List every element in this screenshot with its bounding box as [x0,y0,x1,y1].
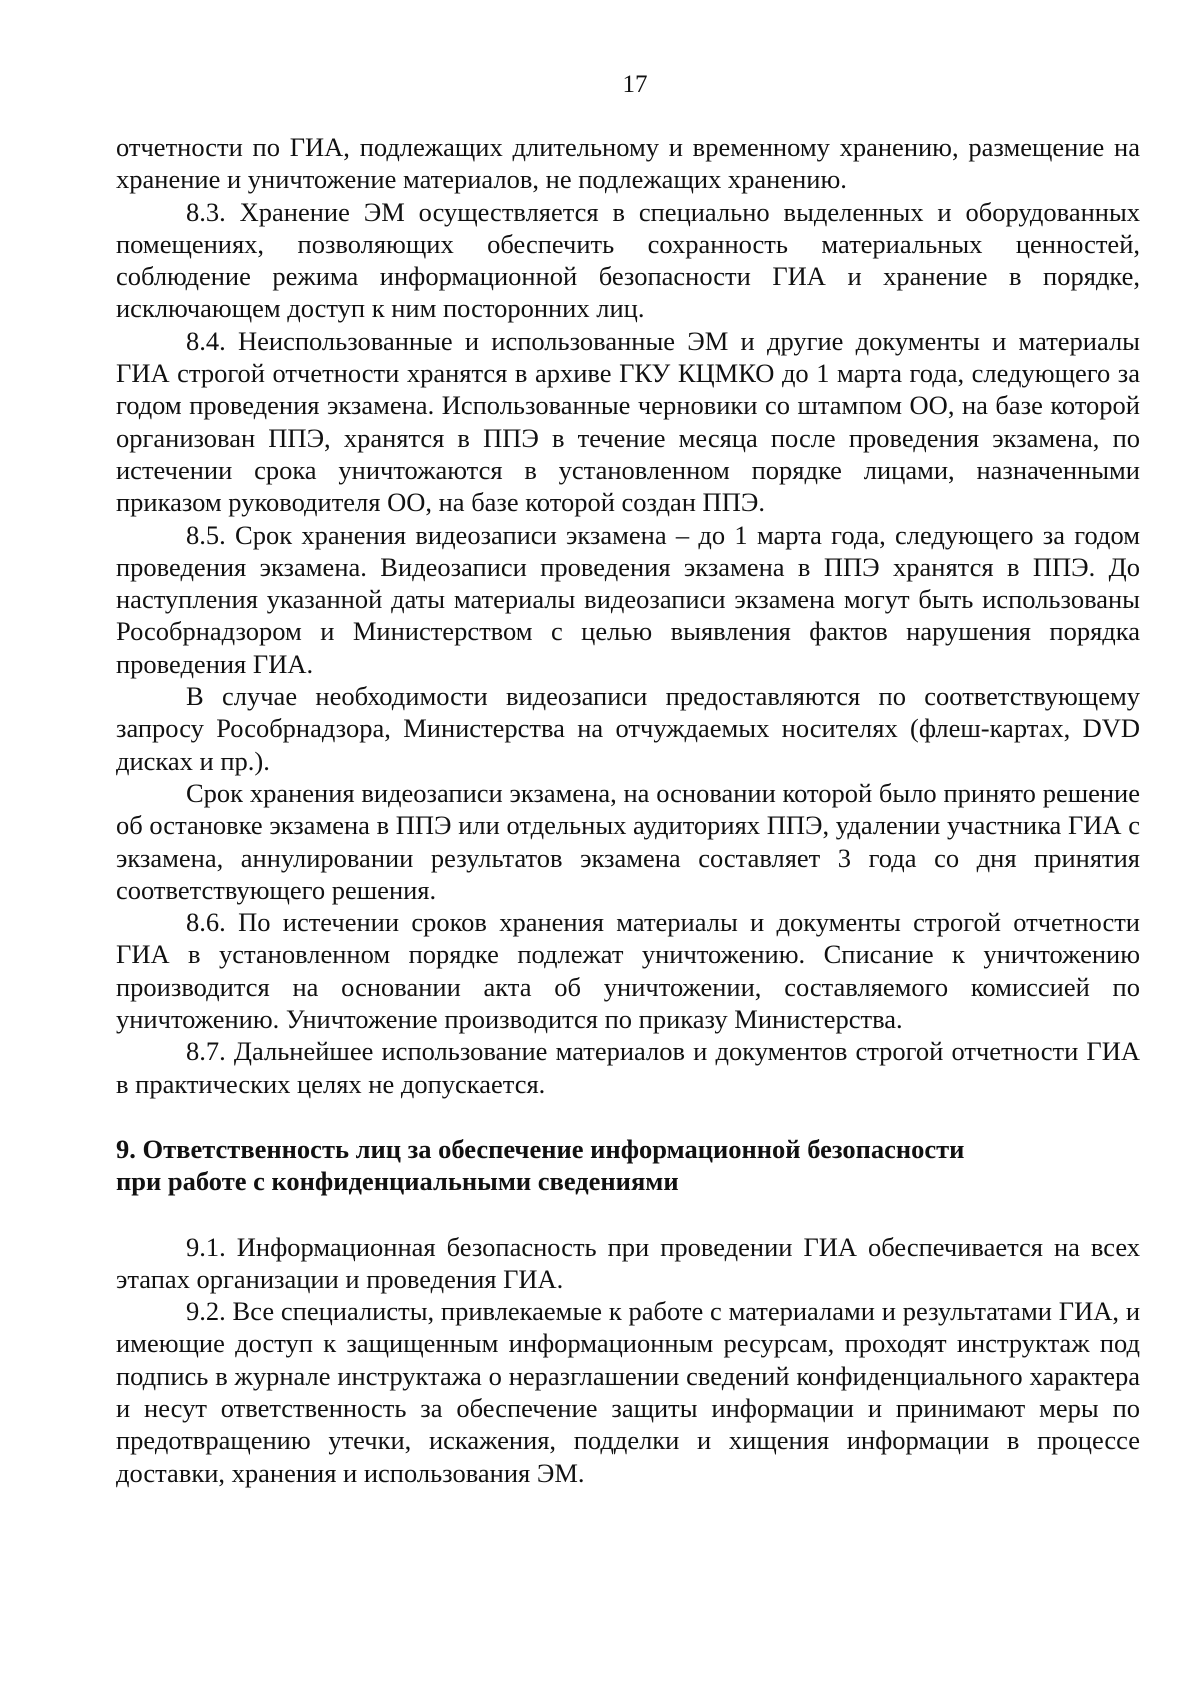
paragraph-9-1: 9.1. Информационная безопасность при проведении ГИА обеспечивается на всех этапах организации и проведения ГИА. [116,1231,1140,1294]
paragraph-video-retention: Срок хранения видеозаписи экзамена, на основании которой было принято решение об остановке экзамена в ППЭ или отдельных аудиториях ППЭ, удалении участника ГИА с экзамена, аннулировании результатов экзамена составляет 3 года со дня принятия соответствующего решения. [116,777,1140,905]
document-body [116,131,1140,1489]
paragraph-8-5: 8.5. Срок хранения видеозаписи экзамена – до 1 марта года, следующего за годом проведения экзамена. Видеозаписи проведения экзамена в ППЭ хранятся в ППЭ. До наступления указанной даты материалы видеозаписи экзамена могут быть использованы Рособрнадзором и Министерством с целью выявления фактов нарушения порядка проведения ГИА. [116,519,1140,679]
paragraph-8-4: 8.4. Неиспользованные и использованные ЭМ и другие документы и материалы ГИА строгой отчетности хранятся в архиве ГКУ КЦМКО до 1 марта года, следующего за годом проведения экзамена. Использованные черновики со штампом ОО, на базе которой организован ППЭ, хранятся в ППЭ в течение месяца после проведения экзамена, по истечении срока уничтожаются в установленном порядке лицами, назначенными приказом руководителя ОО, на базе которой создан ППЭ. [116,325,1140,518]
paragraph-9-2: 9.2. Все специалисты, привлекаемые к работе с материалами и результатами ГИА, и имеющие доступ к защищенным информационным ресурсам, проходят инструктаж под подпись в журнале инструктажа о неразглашении сведений конфиденциального характера и несут ответственность за обеспечение защиты информации и принимают меры по предотвращению утечки, искажения, подделки и хищения информации в процессе доставки, хранения и использования ЭМ. [116,1296,1140,1488]
paragraph-8-3: 8.3. Хранение ЭМ осуществляется в специально выделенных и оборудованных помещениях, позволяющих обеспечить сохранность материальных ценностей, соблюдение режима информационной безопасности ГИА и хранение в порядке, исключающем доступ к ним посторонних лиц. [116,196,1140,324]
paragraph-continuation: отчетности по ГИА, подлежащих длительному и временному хранению, размещение на хранение и уничтожение материалов, не подлежащих хранению. [116,132,1140,195]
section-heading-line-2: при работе с конфиденциальными сведениями [116,1166,679,1197]
section-heading-line-1: 9. Ответственность лиц за обеспечение информационной безопасности [116,1133,965,1164]
paragraph-8-6: 8.6. По истечении сроков хранения материалы и документы строгой отчетности ГИА в установленном порядке подлежат уничтожению. Списание к уничтожению производится на основании акта об уничтожении, составляемого комиссией по уничтожению. Уничтожение производится по приказу Министерства. [116,907,1140,1035]
section-9-heading [116,1133,1140,1198]
page-number: 17 [622,71,648,98]
paragraph-8-7: 8.7. Дальнейшее использование материалов и документов строгой отчетности ГИА в практических целях не допускается. [116,1036,1140,1099]
paragraph-video-request: В случае необходимости видеозаписи предоставляются по соответствующему запросу Рособрнадзора, Министерства на отчуждаемых носителях (флеш-картах, DVD дисках и пр.). [116,681,1140,776]
